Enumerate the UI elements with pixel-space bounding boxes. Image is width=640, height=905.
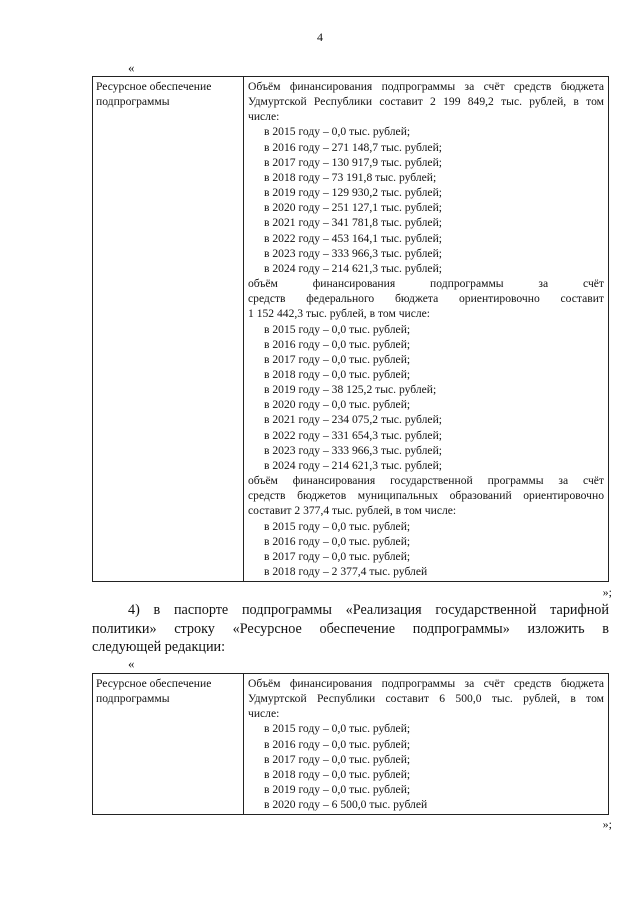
year-line: в 2019 году – 38 125,2 тыс. рублей; (264, 383, 437, 397)
paragraph-line: 4) в паспорте подпрограммы «Реализация государственной тарифной (128, 602, 609, 618)
paragraph-line: следующей редакции: (92, 639, 226, 655)
year-line: в 2017 году – 130 917,9 тыс. рублей; (264, 155, 443, 169)
label-line: Ресурсное обеспечение (96, 80, 212, 93)
year-line: в 2017 году – 0,0 тыс. рублей; (264, 752, 411, 766)
resource-table-2 (92, 673, 609, 815)
year-line: в 2020 году – 6 500,0 тыс. рублей (264, 798, 428, 812)
year-line: в 2022 году – 331 654,3 тыс. рублей; (264, 428, 443, 442)
resource-label-cell (93, 77, 244, 582)
year-line: в 2017 году – 0,0 тыс. рублей; (264, 352, 411, 366)
year-line: в 2019 году – 129 930,2 тыс. рублей; (264, 186, 443, 200)
year-line: в 2015 году – 0,0 тыс. рублей; (264, 519, 411, 533)
resource-value-cell (244, 674, 609, 815)
year-line: в 2017 году – 0,0 тыс. рублей; (264, 549, 411, 563)
year-line: в 2016 году – 0,0 тыс. рублей; (264, 534, 411, 548)
year-line: в 2018 году – 73 191,8 тыс. рублей; (264, 170, 437, 184)
text-line: Объём финансирования подпрограммы за счёт средств бюджета (248, 677, 604, 690)
page-number: 4 (317, 30, 323, 44)
year-line: в 2015 году – 0,0 тыс. рублей; (264, 322, 411, 336)
label-line: подпрограммы (96, 95, 170, 109)
year-line: в 2018 году – 2 377,4 тыс. рублей (264, 565, 428, 578)
resource-value-cell (244, 77, 609, 582)
open-quote: « (128, 60, 135, 75)
resource-table-1 (92, 76, 609, 582)
year-line: в 2018 году – 0,0 тыс. рублей; (264, 367, 411, 381)
year-line: в 2020 году – 0,0 тыс. рублей; (264, 398, 411, 412)
text-line: средств федерального бюджета ориентировочно составит (248, 292, 604, 306)
text-line: Удмуртской Республики составит 6 500,0 тыс. рублей, в том (248, 692, 604, 706)
year-line: в 2015 году – 0,0 тыс. рублей; (264, 125, 411, 139)
text-line: составит 2 377,4 тыс. рублей, в том числе: (248, 504, 457, 518)
label-line: подпрограммы (96, 692, 170, 706)
year-line: в 2023 году – 333 966,3 тыс. рублей; (264, 443, 443, 457)
text-line: числе: (248, 110, 280, 124)
text-line: 1 152 442,3 тыс. рублей, в том числе: (248, 307, 431, 321)
year-line: в 2016 году – 0,0 тыс. рублей; (264, 737, 411, 751)
close-quote: »; (602, 585, 612, 599)
label-line: Ресурсное обеспечение (96, 677, 212, 690)
open-quote: « (128, 656, 135, 671)
year-line: в 2016 году – 0,0 тыс. рублей; (264, 337, 411, 351)
year-line: в 2018 году – 0,0 тыс. рублей; (264, 767, 411, 781)
text-line: средств бюджетов муниципальных образований ориентировочно (248, 489, 604, 503)
year-line: в 2020 году – 251 127,1 тыс. рублей; (264, 201, 443, 215)
amendment-paragraph (92, 601, 609, 657)
resource-label-cell (93, 674, 244, 815)
text-line: числе: (248, 707, 280, 721)
year-line: в 2021 году – 341 781,8 тыс. рублей; (264, 216, 443, 230)
year-line: в 2016 году – 271 148,7 тыс. рублей; (264, 140, 443, 154)
year-line: в 2024 году – 214 621,3 тыс. рублей; (264, 458, 443, 472)
text-line: Удмуртской Республики составит 2 199 849,2 тыс. рублей, в том (248, 95, 604, 109)
year-line: в 2019 году – 0,0 тыс. рублей; (264, 783, 411, 797)
paragraph-line: политики» строку «Ресурсное обеспечение подпрограммы» изложить в (92, 620, 609, 637)
year-line: в 2023 году – 333 966,3 тыс. рублей; (264, 246, 443, 260)
close-quote: »; (602, 817, 612, 831)
year-line: в 2015 году – 0,0 тыс. рублей; (264, 722, 411, 736)
text-line: объём финансирования подпрограммы за счёт (248, 277, 604, 291)
text-line: Объём финансирования подпрограммы за счёт средств бюджета (248, 80, 604, 93)
year-line: в 2021 году – 234 075,2 тыс. рублей; (264, 413, 443, 427)
year-line: в 2022 году – 453 164,1 тыс. рублей; (264, 231, 443, 245)
text-line: объём финансирования государственной программы за счёт (248, 474, 604, 488)
year-line: в 2024 году – 214 621,3 тыс. рублей; (264, 261, 443, 275)
